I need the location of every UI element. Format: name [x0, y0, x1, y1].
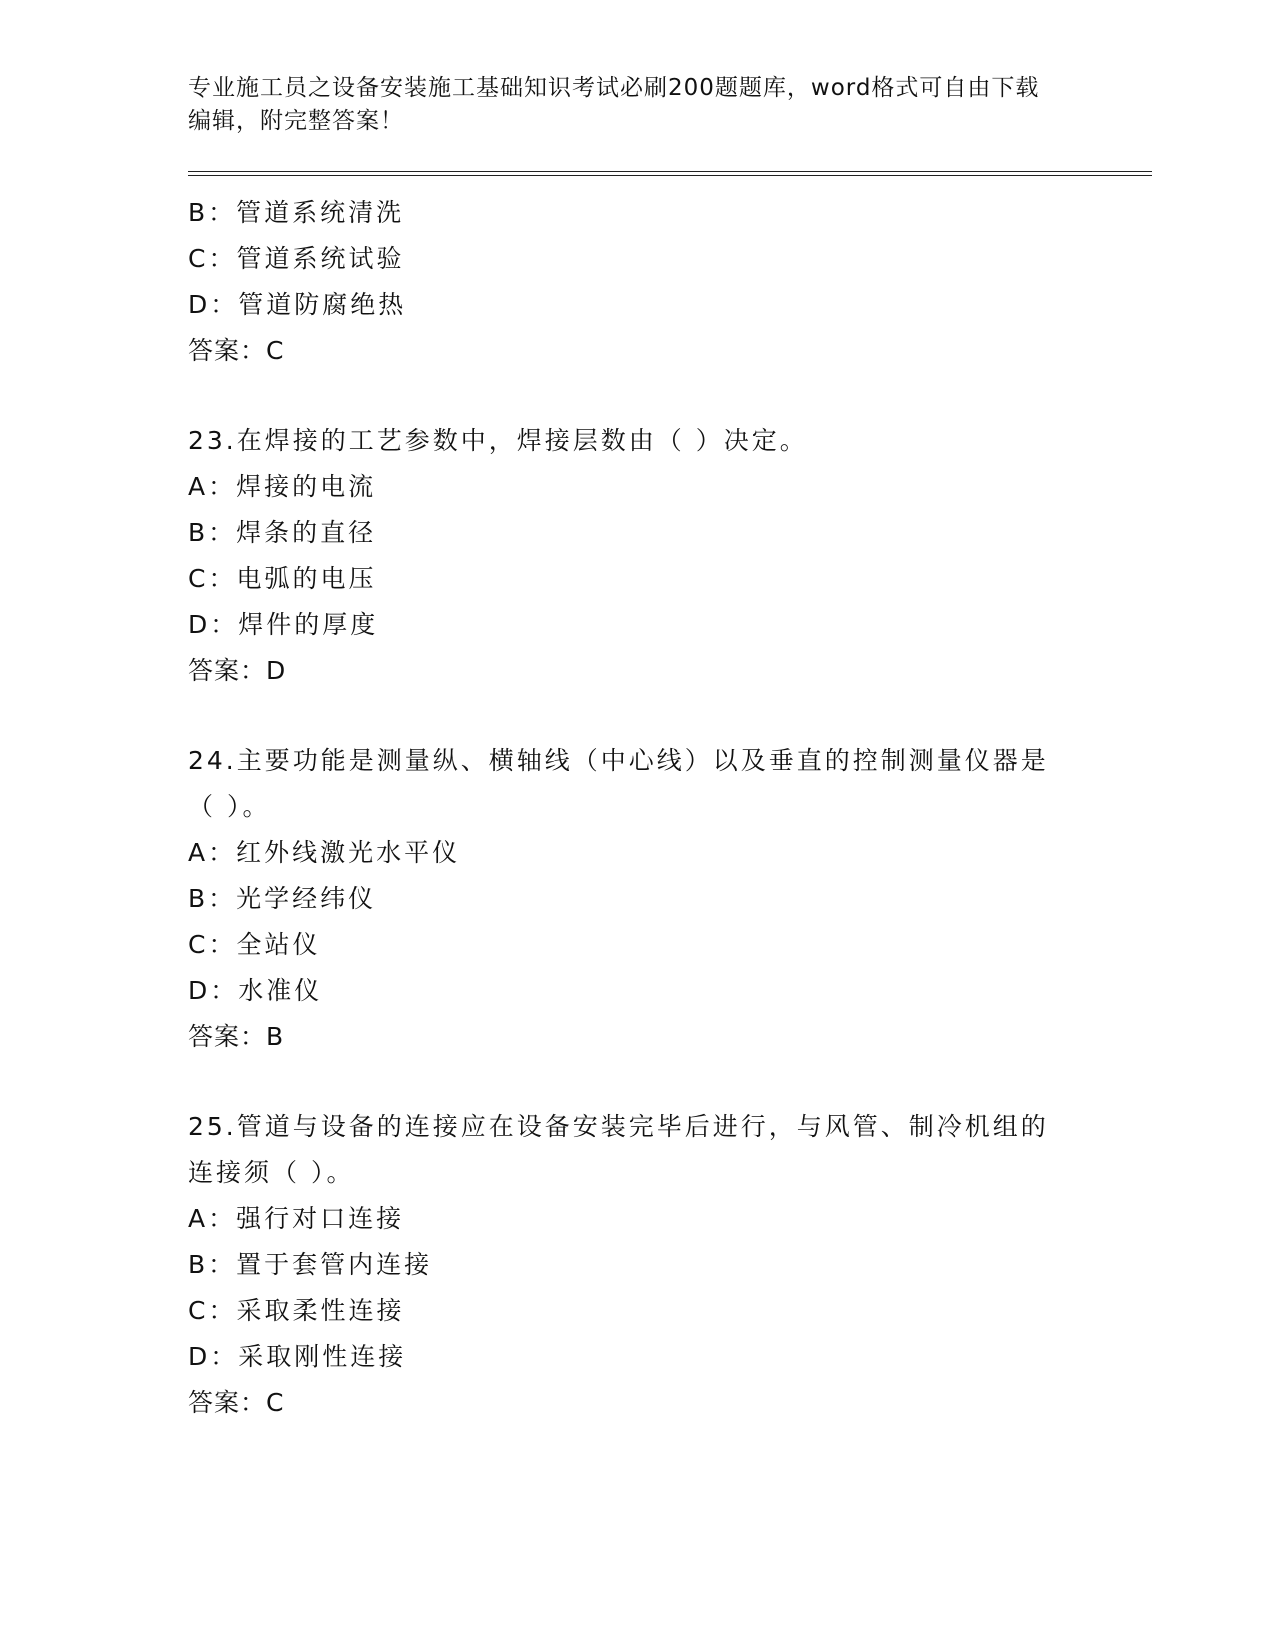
spacer: [188, 374, 1088, 418]
header-rule-top: [188, 171, 1152, 172]
spacer: [188, 694, 1088, 738]
header-rule-bottom: [188, 175, 1152, 176]
question-text: 24.主要功能是测量纵、横轴线（中心线）以及垂直的控制测量仪器是: [188, 746, 1049, 775]
header-title-line-2: 编辑，附完整答案！: [188, 108, 404, 134]
option-b: B：焊条的直径: [188, 518, 377, 547]
question-23: [188, 418, 1088, 694]
option-a: A：焊接的电流: [188, 472, 377, 501]
answer: 答案：C: [188, 1388, 285, 1417]
spacer: [188, 1060, 1088, 1104]
option-b: B：光学经纬仪: [188, 884, 377, 913]
option-d: D：焊件的厚度: [188, 610, 379, 639]
question-25: [188, 1104, 1088, 1426]
question-text: 23.在焊接的工艺参数中，焊接层数由（ ）决定。: [188, 426, 808, 455]
option-d: D：水准仪: [188, 976, 323, 1005]
option-d: D：采取刚性连接: [188, 1342, 407, 1371]
answer: 答案：B: [188, 1022, 285, 1051]
option-d: D：管道防腐绝热: [188, 290, 407, 319]
answer: 答案：D: [188, 656, 287, 685]
option-c: C：管道系统试验: [188, 244, 405, 273]
option-c: C：采取柔性连接: [188, 1296, 405, 1325]
option-a: A：强行对口连接: [188, 1204, 405, 1233]
document-header: [188, 72, 1088, 138]
option-b: B：置于套管内连接: [188, 1250, 433, 1279]
option-c: C：全站仪: [188, 930, 321, 959]
question-24: [188, 738, 1088, 1060]
header-title-line-1: 专业施工员之设备安装施工基础知识考试必刷200题题库，word格式可自由下载: [188, 75, 1040, 101]
question-text-continued: （ ）。: [188, 792, 271, 821]
option-c: C：电弧的电压: [188, 564, 377, 593]
answer: 答案：C: [188, 336, 285, 365]
question-list: [188, 190, 1088, 1426]
question-text-continued: 连接须（ ）。: [188, 1158, 355, 1187]
prev-question-tail: [188, 190, 1088, 374]
option-b: B：管道系统清洗: [188, 198, 405, 227]
option-a: A：红外线激光水平仪: [188, 838, 461, 867]
question-text: 25.管道与设备的连接应在设备安装完毕后进行，与风管、制冷机组的: [188, 1112, 1049, 1141]
